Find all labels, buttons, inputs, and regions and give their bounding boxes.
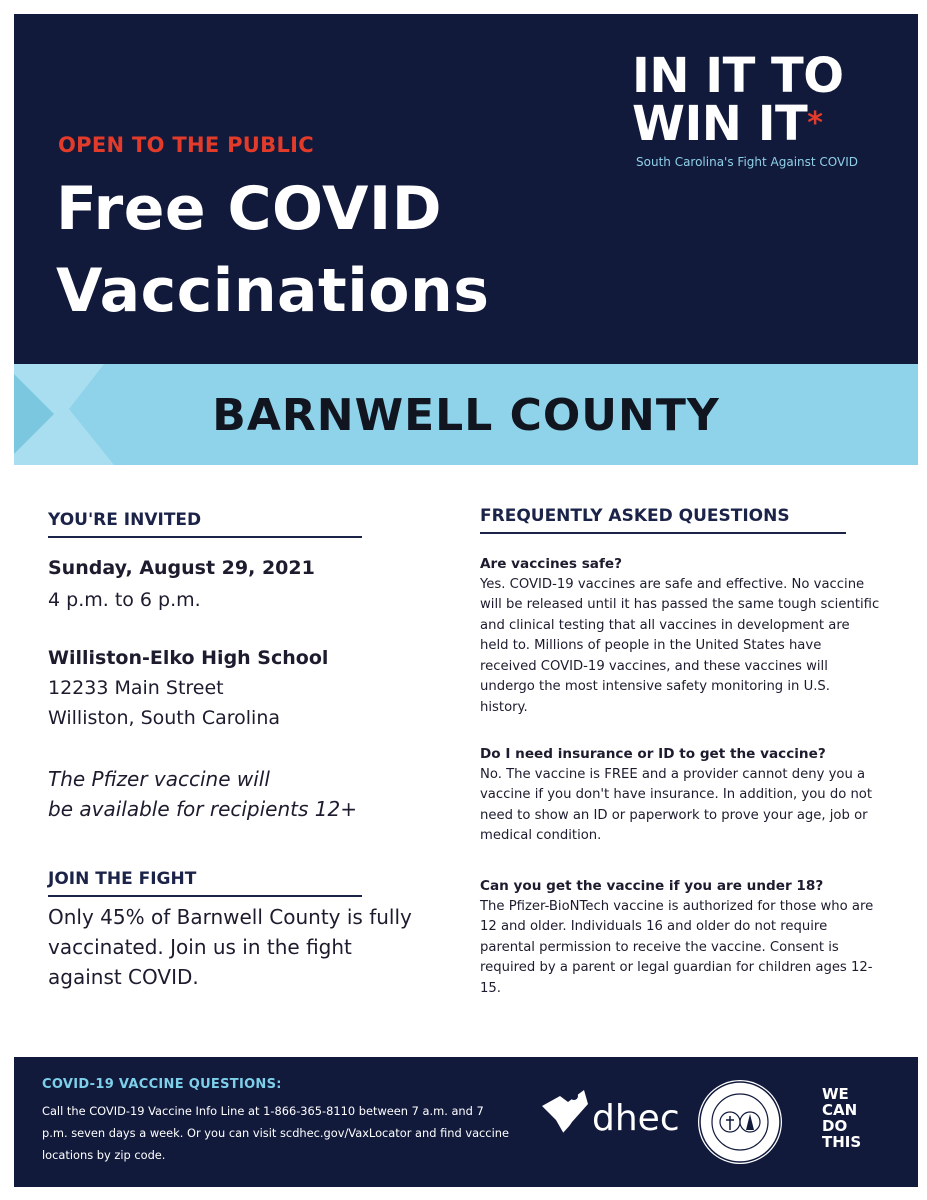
faq-question: Do I need insurance or ID to get the vaccine?	[480, 746, 826, 762]
open-to-public-label: OPEN TO THE PUBLIC	[58, 133, 314, 157]
page-title	[56, 168, 489, 332]
invite-heading: YOU'RE INVITED	[48, 510, 362, 538]
venue-city: Williston, South Carolina	[48, 707, 281, 729]
faq-question: Are vaccines safe?	[480, 556, 622, 572]
faq-answer: The Pfizer-BioNTech vaccine is authorized for those who are 12 and older. Individuals 16 and older do not require parental permission to receive the vaccine. Consent is required by a parent or legal guardian for children ages 12-15.	[480, 898, 874, 996]
logo-line-2: WIN IT	[632, 96, 808, 152]
county-name: BARNWELL COUNTY	[212, 390, 720, 441]
venue-name: Williston-Elko High School	[48, 647, 329, 669]
logo-star-icon: *	[807, 106, 823, 141]
join-body: Only 45% of Barnwell County is fully vaccinated. Join us in the fight against COVID.	[48, 905, 412, 989]
faq-answer: Yes. COVID-19 vaccines are safe and effective. No vaccine will be released until it has passed the same tough scientific and clinical testing that all vaccines in development are held to. Millions of people in the United States have received COVID-19 vaccines, and these vaccines will undergo the most intensive safety monitoring in U.S. history.	[480, 576, 880, 715]
event-date: Sunday, August 29, 2021	[48, 557, 315, 579]
faq-question: Can you get the vaccine if you are under 18?	[480, 878, 824, 894]
vaccine-note	[48, 764, 357, 824]
vaccine-note-line-1: The Pfizer vaccine will	[48, 767, 270, 791]
wecan-line: CAN	[822, 1101, 858, 1119]
vaccine-note-line-2: be available for recipients 12+	[48, 797, 357, 821]
faq-item	[480, 876, 880, 999]
logo-subtitle: South Carolina's Fight Against COVID	[636, 155, 859, 169]
we-can-do-this-logo-icon	[822, 1086, 892, 1150]
title-line-2: Vaccinations	[56, 256, 490, 326]
faq-answer: No. The vaccine is FREE and a provider cannot deny you a vaccine if you don't have insurance. In addition, you do not need to show an ID or paperwork to prove your age, job or medical condition.	[480, 766, 873, 843]
faq-heading: FREQUENTLY ASKED QUESTIONS	[480, 506, 846, 534]
faq-item	[480, 744, 880, 847]
footer-heading: COVID-19 VACCINE QUESTIONS:	[42, 1077, 282, 1092]
county-band	[14, 364, 918, 465]
title-line-1: Free COVID	[56, 174, 443, 244]
footer-body: Call the COVID-19 Vaccine Info Line at 1-866-365-8110 between 7 a.m. and 7 p.m. seven days a week. Or you can visit scdhec.gov/VaxLocator and find vaccine locations by zip code.	[42, 1104, 509, 1162]
logo-line-1: IN IT TO	[632, 48, 844, 104]
wecan-line: THIS	[822, 1133, 862, 1151]
wecan-line: WE	[822, 1085, 849, 1103]
event-time: 4 p.m. to 6 p.m.	[48, 589, 201, 611]
wecan-line: DO	[822, 1117, 848, 1135]
venue-street: 12233 Main Street	[48, 677, 224, 699]
join-heading: JOIN THE FIGHT	[48, 869, 362, 897]
faq-item	[480, 554, 880, 718]
education-seal-icon	[696, 1078, 784, 1166]
in-it-to-win-it-logo	[632, 48, 892, 152]
dhec-logo-label: dhec	[592, 1098, 680, 1139]
